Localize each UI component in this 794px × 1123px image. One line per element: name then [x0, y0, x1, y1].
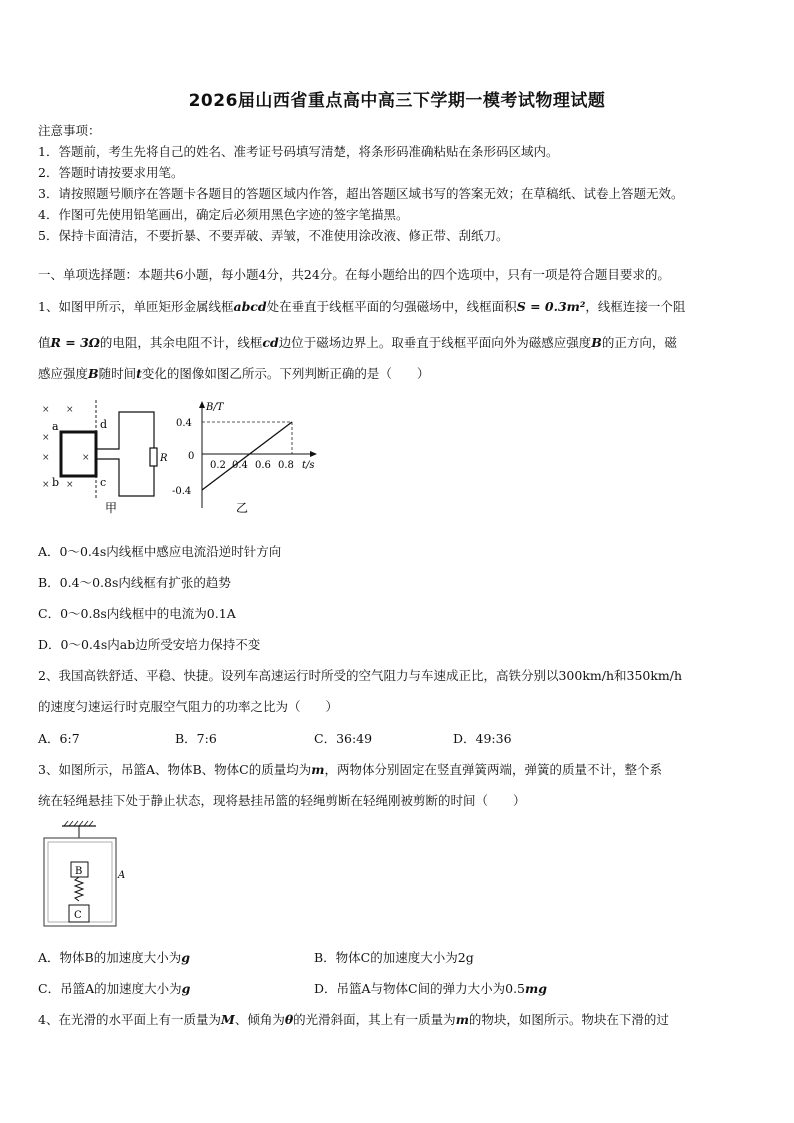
y-tick: -0.4 [172, 486, 192, 497]
field-cross: × [82, 453, 90, 463]
field-cross: × [42, 453, 50, 463]
q1-option-c: C．0～0.8s内线框中的电流为0.1A [38, 606, 236, 621]
question-1-text: 值R = 3Ω的电阻，其余电阻不计，线框cd边位于磁场边界上。取垂直于线框平面向外为磁感应强度B的正方向，磁 [38, 335, 677, 350]
notice-item: 5．保持卡面清洁，不要折暴、不要弄破、弄皱，不准使用涂改液、修正带、刮纸刀。 [38, 228, 509, 243]
notice-item: 3．请按照题号顺序在答题卡各题目的答题区域内作答，超出答题区域书写的答案无效；在草稿纸、试卷上答题无效。 [38, 186, 684, 201]
notice-item: 4．作图可先使用铅笔画出，确定后必须用黑色字迹的签字笔描黑。 [38, 207, 409, 222]
field-cross: × [42, 433, 50, 443]
field-cross: × [42, 480, 50, 490]
figure-yi [168, 398, 328, 518]
notice-item: 2．答题时请按要求用笔。 [38, 165, 184, 180]
figure-jia [36, 398, 166, 516]
q3-option-a: A．物体B的加速度大小为g [38, 950, 190, 965]
question-3-text: 3、如图所示，吊篮A、物体B、物体C的质量均为m，两物体分别固定在竖直弹簧两端，弹簧的质量不计，整个系 [38, 762, 662, 777]
q2-option-a: A．6:7 [38, 731, 80, 746]
spring [75, 877, 83, 901]
figure-basket [38, 820, 138, 932]
question-1-text: 感应强度B随时间t变化的图像如图乙所示。下列判断正确的是（ ） [38, 366, 430, 381]
q3-option-c: C．吊篮A的加速度大小为g [38, 981, 191, 996]
q1-option-b: B．0.4～0.8s内线框有扩张的趋势 [38, 575, 231, 590]
x-axis-label: t/s [302, 460, 315, 471]
question-2-text: 2、我国高铁舒适、平稳、快捷。设列车高速运行时所受的空气阻力与车速成正比，高铁分别以300km/h和350km/h [38, 668, 683, 683]
q2-option-b: B．7:6 [175, 731, 217, 746]
q3-option-b: B．物体C的加速度大小为2g [314, 950, 474, 965]
q2-option-c: C．36:49 [314, 731, 373, 746]
q1-option-a: A．0～0.4s内线框中感应电流沿逆时针方向 [38, 544, 282, 559]
field-cross: × [66, 405, 74, 415]
y-axis-label: B/T [206, 402, 224, 413]
notice-item: 1．答题前，考生先将自己的姓名、准考证号码填写清楚，将条形码准确粘贴在条形码区域内。 [38, 144, 559, 159]
x-tick: 0.8 [278, 460, 294, 471]
label-A: A [118, 870, 126, 881]
q3-option-d: D．吊篮A与物体C间的弹力大小为0.5mg [314, 981, 547, 996]
question-2-text: 的速度匀速运行时克服空气阻力的功率之比为（ ） [38, 699, 339, 714]
q1-option-d: D．0～0.4s内ab边所受安培力保持不变 [38, 637, 261, 652]
question-4-text: 4、在光滑的水平面上有一质量为M、倾角为θ的光滑斜面，其上有一质量为m的物块，如图所示。物块在下滑的过 [38, 1012, 669, 1027]
label-C: C [74, 910, 82, 921]
x-tick: 0.6 [255, 460, 271, 471]
page-title: 2026届山西省重点高中高三下学期一模考试物理试题 [188, 91, 606, 111]
label-d: d [100, 418, 108, 431]
field-cross: × [42, 405, 50, 415]
x-tick: 0.2 [210, 460, 226, 471]
y-tick: 0.4 [176, 418, 192, 429]
notice-heading: 注意事项： [38, 123, 101, 138]
caption-jia: 甲 [105, 501, 118, 515]
label-c: c [100, 476, 107, 489]
question-3-text: 统在轻绳悬挂下处于静止状态，现将悬挂吊篮的轻绳剪断在轻绳刚被剪断的时间（ ） [38, 793, 526, 808]
label-b: b [52, 476, 60, 489]
resistor [150, 448, 157, 466]
section-heading: 一、单项选择题：本题共6小题，每小题4分，共24分。在每小题给出的四个选项中，只有一项是符合题目要求的。 [38, 267, 670, 282]
question-1-text: 1、如图甲所示，单匝矩形金属线框abcd处在垂直于线框平面的匀强磁场中，线框面积S = 0.3m²，线框连接一个阻 [38, 299, 686, 314]
y-tick: 0 [188, 451, 195, 462]
q2-option-d: D．49:36 [453, 731, 512, 746]
label-B: B [75, 866, 83, 877]
b-t-line [202, 422, 292, 490]
label-a: a [52, 420, 59, 433]
label-R: R [160, 453, 168, 464]
caption-yi: 乙 [236, 501, 249, 515]
x-tick: 0.4 [232, 460, 248, 471]
wire-frame [61, 432, 96, 476]
field-cross: × [66, 480, 74, 490]
